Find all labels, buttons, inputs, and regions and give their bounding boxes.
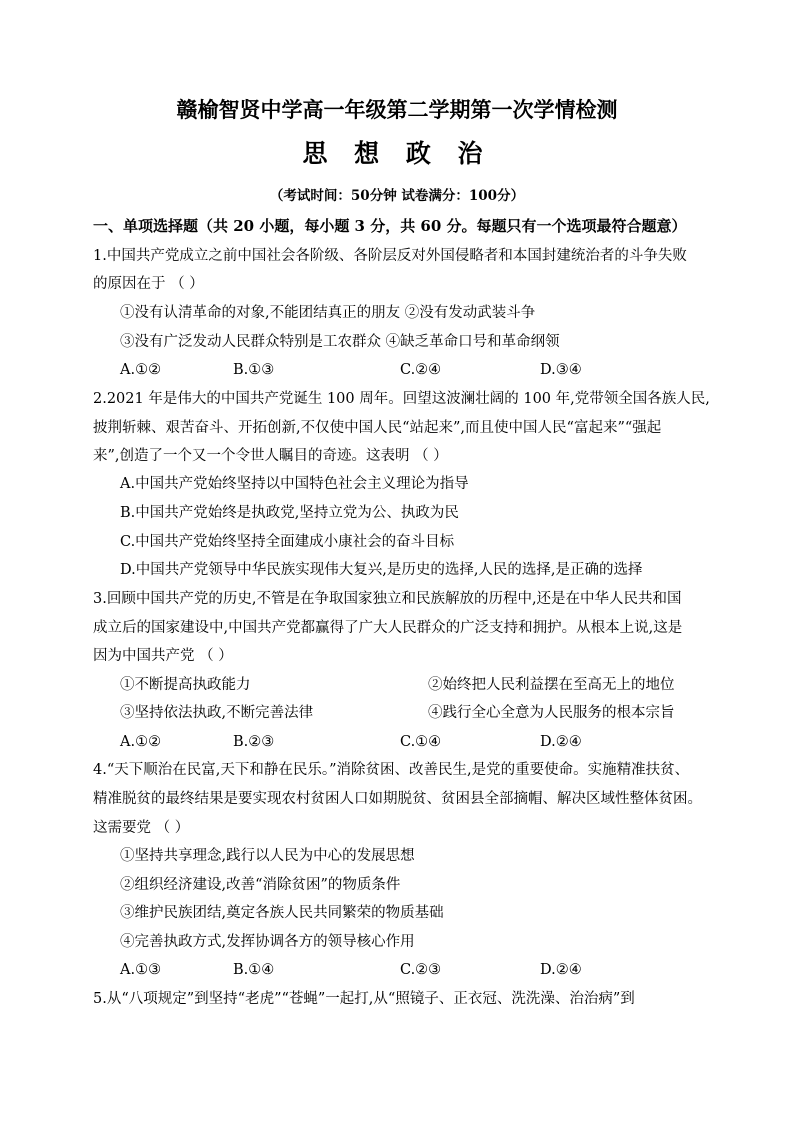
q4-stem-line3: 这需要党 （ ） xyxy=(93,820,190,836)
q3-option-3: ③坚持依法执政,不断完善法律 xyxy=(120,705,314,721)
exam-info: （考试时间：50分钟 试卷满分：100分） xyxy=(269,188,525,204)
q1-choice-b: B.①③ xyxy=(233,362,275,378)
q3-option-4: ④践行全心全意为人民服务的根本宗旨 xyxy=(428,705,675,721)
q3-choice-d: D.②④ xyxy=(540,734,582,750)
q4-choice-a: A.①③ xyxy=(120,962,162,978)
q2-option-c: C.中国共产党始终坚持全面建成小康社会的奋斗目标 xyxy=(120,534,455,550)
q3-option-1: ①不断提高执政能力 xyxy=(120,677,251,693)
q3-choice-b: B.②③ xyxy=(233,734,275,750)
q4-choice-c: C.②③ xyxy=(400,962,442,978)
school-title: 赣榆智贤中学高一年级第二学期第一次学情检测 xyxy=(176,97,618,122)
q1-choice-d: D.③④ xyxy=(540,362,582,378)
q2-option-b: B.中国共产党始终是执政党,坚持立党为公、执政为民 xyxy=(120,505,459,521)
q3-stem-line1: 3.回顾中国共产党的历史,不管是在争取国家独立和民族解放的历程中,还是在中华人民共和国 xyxy=(93,591,682,607)
q1-choice-c: C.②④ xyxy=(400,362,442,378)
q4-choice-b: B.①④ xyxy=(233,962,275,978)
q4-stem-line1: 4.“天下顺治在民富,天下和静在民乐。”消除贫困、改善民生,是党的重要使命。实施精准扶贫、 xyxy=(93,762,690,778)
q4-option-2: ②组织经济建设,改善“消除贫困”的物质条件 xyxy=(120,877,401,893)
q1-choice-a: A.①② xyxy=(120,362,162,378)
q2-stem-line1: 2.2021 年是伟大的中国共产党诞生 100 周年。回望这波澜壮阔的 100 年,党带领全国各族人民, xyxy=(93,391,710,407)
q2-stem-line3: 来”,创造了一个又一个令世人瞩目的奇迹。这表明 （ ） xyxy=(93,448,448,464)
q3-option-2: ②始终把人民利益摆在至高无上的地位 xyxy=(428,677,675,693)
q4-option-4: ④完善执政方式,发挥协调各方的领导核心作用 xyxy=(120,934,415,950)
q1-stem-line2: 的原因在于 （ ） xyxy=(93,276,204,292)
q1-options-line2: ③没有广泛发动人民群众特别是工农群众 ④缺乏革命口号和革命纲领 xyxy=(120,334,560,350)
q3-choice-a: A.①② xyxy=(120,734,162,750)
subject-title: 思 想 政 治 xyxy=(302,139,492,168)
q3-stem-line3: 因为中国共产党 （ ） xyxy=(93,648,233,664)
q4-stem-line2: 精准脱贫的最终结果是要实现农村贫困人口如期脱贫、贫困县全部摘帽、解决区域性整体贫困。 xyxy=(93,791,702,807)
q3-choice-c: C.①④ xyxy=(400,734,442,750)
q3-stem-line2: 成立后的国家建设中,中国共产党都赢得了广大人民群众的广泛支持和拥护。从根本上说,这是 xyxy=(93,620,683,636)
q2-stem-line2: 披荆斩棘、艰苦奋斗、开拓创新,不仅使中国人民“站起来”,而且使中国人民“富起来”“强起 xyxy=(93,420,662,436)
q2-option-d: D.中国共产党领导中华民族实现伟大复兴,是历史的选择,人民的选择,是正确的选择 xyxy=(120,562,643,578)
q1-stem-line1: 1.中国共产党成立之前中国社会各阶级、各阶层反对外国侵略者和本国封建统治者的斗争失败 xyxy=(93,248,687,264)
q5-stem-line1: 5.从“八项规定”到坚持“老虎”“苍蝇”一起打,从“照镜子、正衣冠、洗洗澡、治治病”到 xyxy=(93,991,635,1007)
q4-option-1: ①坚持共享理念,践行以人民为中心的发展思想 xyxy=(120,848,415,864)
q4-choice-d: D.②④ xyxy=(540,962,582,978)
q2-option-a: A.中国共产党始终坚持以中国特色社会主义理论为指导 xyxy=(120,476,469,492)
q4-option-3: ③维护民族团结,奠定各族人民共同繁荣的物质基础 xyxy=(120,905,444,921)
q1-options-line1: ①没有认清革命的对象,不能团结真正的朋友 ②没有发动武装斗争 xyxy=(120,305,536,321)
section-heading: 一、单项选择题（共 20 小题，每小题 3 分，共 60 分。每题只有一个选项最符合题意） xyxy=(93,217,687,235)
